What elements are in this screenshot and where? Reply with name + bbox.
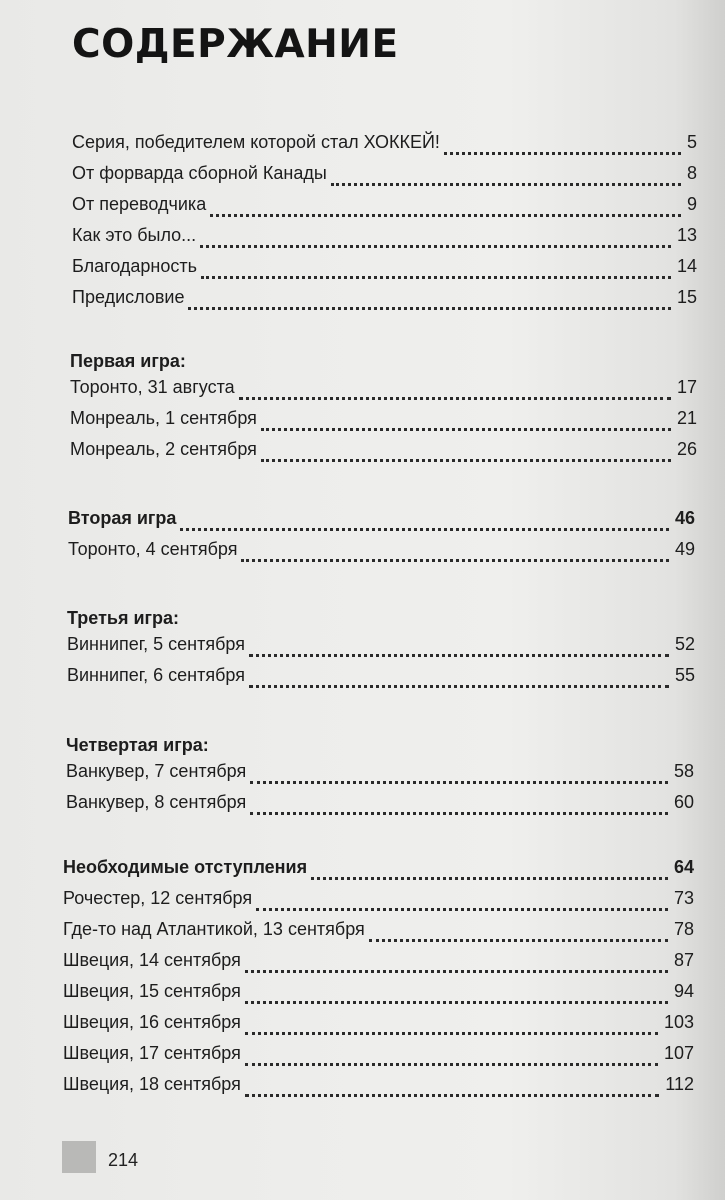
leader-dots <box>200 245 671 248</box>
toc-digressions-section <box>63 857 694 1105</box>
toc-entry-page: 13 <box>676 225 697 245</box>
toc-entry[interactable] <box>72 287 697 318</box>
toc-entry-label: Ванкувер, 7 сентября <box>66 761 247 781</box>
toc-entry-label: Швеция, 16 сентября <box>63 1012 241 1032</box>
toc-entry-label: Швеция, 14 сентября <box>63 950 241 970</box>
leader-dots <box>201 276 671 279</box>
toc-game2-section <box>68 508 695 570</box>
toc-entry-page: 112 <box>665 1074 694 1094</box>
leader-dots <box>261 459 671 462</box>
toc-entry[interactable] <box>63 981 694 1012</box>
toc-entry[interactable] <box>67 634 695 665</box>
toc-entry-label: Необходимые отступления <box>63 857 308 877</box>
toc-game4-section <box>66 730 694 823</box>
leader-dots <box>249 654 669 657</box>
toc-entry[interactable] <box>63 950 694 981</box>
toc-entry[interactable] <box>72 225 697 256</box>
toc-entry-label: Вторая игра <box>68 508 177 528</box>
toc-entry-label: Рочестер, 12 сентября <box>63 888 253 908</box>
toc-entry-label: Швеция, 18 сентября <box>63 1074 241 1094</box>
toc-entry-page: 94 <box>673 981 694 1001</box>
toc-entry-label: Монреаль, 2 сентября <box>70 439 257 459</box>
toc-entry[interactable] <box>63 919 694 950</box>
toc-entry[interactable] <box>72 132 697 163</box>
leader-dots <box>188 307 671 310</box>
toc-entry[interactable] <box>72 256 697 287</box>
toc-entry[interactable] <box>68 539 695 570</box>
toc-entry-page: 73 <box>673 888 694 908</box>
toc-entry-page: 58 <box>673 761 694 781</box>
toc-entry-page: 49 <box>674 539 695 559</box>
leader-dots <box>250 812 668 815</box>
leader-dots <box>180 528 669 531</box>
toc-game3-section <box>67 603 695 696</box>
page-title: СОДЕРЖАНИЕ <box>72 22 399 67</box>
toc-entry-label: От переводчика <box>72 194 207 214</box>
leader-dots <box>256 908 668 911</box>
toc-entry[interactable] <box>70 439 697 470</box>
toc-entry[interactable] <box>63 1012 694 1043</box>
toc-entry-label: Предисловие <box>72 287 185 307</box>
toc-entry-label: Монреаль, 1 сентября <box>70 408 257 428</box>
leader-dots <box>250 781 668 784</box>
toc-entry-page: 17 <box>676 377 697 397</box>
toc-entry[interactable] <box>63 888 694 919</box>
toc-intro-section <box>72 132 697 318</box>
leader-dots <box>210 214 681 217</box>
toc-entry-page: 14 <box>676 256 697 276</box>
leader-dots <box>444 152 681 155</box>
toc-heading-entry[interactable] <box>68 508 695 539</box>
toc-entry-page: 103 <box>663 1012 694 1032</box>
toc-entry-page: 78 <box>673 919 694 939</box>
leader-dots <box>241 559 669 562</box>
section-heading: Четвертая игра: <box>66 735 209 755</box>
toc-entry-label: Благодарность <box>72 256 198 276</box>
toc-entry-label: От форварда сборной Канады <box>72 163 327 183</box>
toc-entry-page: 55 <box>674 665 695 685</box>
leader-dots <box>311 877 668 880</box>
leader-dots <box>261 428 671 431</box>
toc-entry-label: Виннипег, 5 сентября <box>67 634 245 654</box>
toc-entry[interactable] <box>67 665 695 696</box>
toc-entry-page: 52 <box>674 634 695 654</box>
section-heading: Третья игра: <box>67 608 180 628</box>
toc-entry-page: 5 <box>686 132 697 152</box>
leader-dots <box>245 970 668 973</box>
toc-entry[interactable] <box>63 1074 694 1105</box>
leader-dots <box>239 397 671 400</box>
toc-entry-label: Где-то над Атлантикой, 13 сентября <box>63 919 365 939</box>
toc-entry-label: Швеция, 17 сентября <box>63 1043 241 1063</box>
toc-entry-label: Ванкувер, 8 сентября <box>66 792 247 812</box>
toc-entry-page: 107 <box>663 1043 694 1063</box>
leader-dots <box>249 685 669 688</box>
toc-entry-label: Швеция, 15 сентября <box>63 981 241 1001</box>
toc-entry-page: 8 <box>686 163 697 183</box>
toc-entry-label: Торонто, 4 сентября <box>68 539 238 559</box>
toc-entry[interactable] <box>70 408 697 439</box>
leader-dots <box>245 1032 658 1035</box>
toc-entry-page: 64 <box>673 857 694 877</box>
toc-entry[interactable] <box>72 163 697 194</box>
page-number: 214 <box>108 1150 139 1170</box>
leader-dots <box>245 1001 668 1004</box>
toc-entry[interactable] <box>66 761 694 792</box>
toc-entry-label: Виннипег, 6 сентября <box>67 665 245 685</box>
folio-marker <box>62 1141 96 1173</box>
toc-entry-page: 21 <box>676 408 697 428</box>
toc-entry[interactable] <box>72 194 697 225</box>
toc-entry-page: 87 <box>673 950 694 970</box>
leader-dots <box>331 183 681 186</box>
toc-entry-page: 60 <box>673 792 694 812</box>
leader-dots <box>369 939 668 942</box>
leader-dots <box>245 1094 659 1097</box>
toc-entry-page: 9 <box>686 194 697 214</box>
toc-entry-label: Серия, победителем которой стал ХОККЕЙ! <box>72 132 440 152</box>
toc-entry-label: Как это было... <box>72 225 197 245</box>
toc-entry-page: 15 <box>676 287 697 307</box>
toc-entry-page: 26 <box>676 439 697 459</box>
toc-entry-page: 46 <box>674 508 695 528</box>
toc-heading-entry[interactable] <box>63 857 694 888</box>
toc-entry[interactable] <box>70 377 697 408</box>
toc-game1-section <box>70 346 697 470</box>
section-heading: Первая игра: <box>70 351 186 371</box>
toc-entry[interactable] <box>63 1043 694 1074</box>
toc-entry-label: Торонто, 31 августа <box>70 377 235 397</box>
toc-entry[interactable] <box>66 792 694 823</box>
leader-dots <box>245 1063 658 1066</box>
